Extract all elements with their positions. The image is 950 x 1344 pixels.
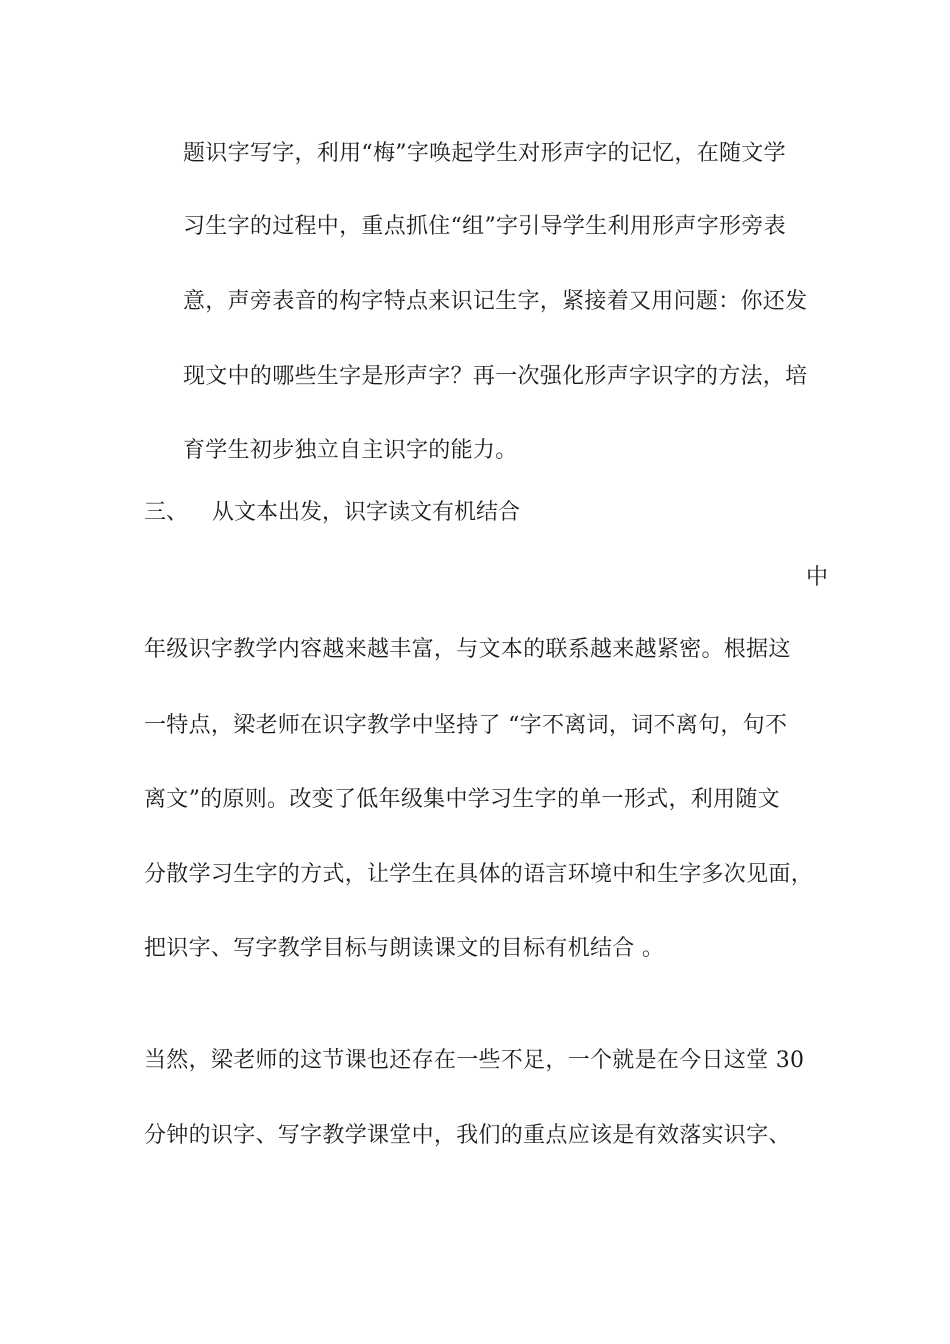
paragraph-line: 把识字、写字教学目标与朗读课文的目标有机结合 。 bbox=[144, 936, 665, 961]
paragraph-line: 离文”的原则。改变了低年级集中学习生字的单一形式，利用随文 bbox=[144, 787, 780, 812]
paragraph-line: 育学生初步独立自主识字的能力。 bbox=[183, 438, 518, 463]
section-number: 三、 bbox=[144, 500, 189, 525]
paragraph-line: 当然，梁老师的这节课也还存在一些不足，一个就是在今日这堂 30 bbox=[144, 1048, 805, 1073]
paragraph-first-char: 中 bbox=[806, 565, 829, 590]
paragraph-line: 意，声旁表音的构字特点来识记生字，紧接着又用问题：你还发 bbox=[183, 289, 808, 314]
paragraph-line: 分散学习生字的方式，让学生在具体的语言环境中和生字多次见面， bbox=[144, 862, 814, 887]
paragraph-line: 题识字写字，利用“梅”字唤起学生对形声字的记忆，在随文学 bbox=[183, 141, 786, 166]
paragraph-line: 年级识字教学内容越来越丰富，与文本的联系越来越紧密。根据这 bbox=[144, 637, 791, 662]
paragraph-line: 现文中的哪些生字是形声字？再一次强化形声字识字的方法，培 bbox=[183, 364, 808, 389]
section-title: 从文本出发，识字读文有机结合 bbox=[212, 500, 521, 525]
paragraph-line: 分钟的识字、写字教学课堂中，我们的重点应该是有效落实识字、 bbox=[144, 1123, 791, 1148]
paragraph-line: 一特点，梁老师在识字教学中坚持了 “字不离词，词不离句，句不 bbox=[144, 713, 788, 738]
paragraph-line: 习生字的过程中，重点抓住“组”字引导学生利用形声字形旁表 bbox=[183, 214, 786, 239]
